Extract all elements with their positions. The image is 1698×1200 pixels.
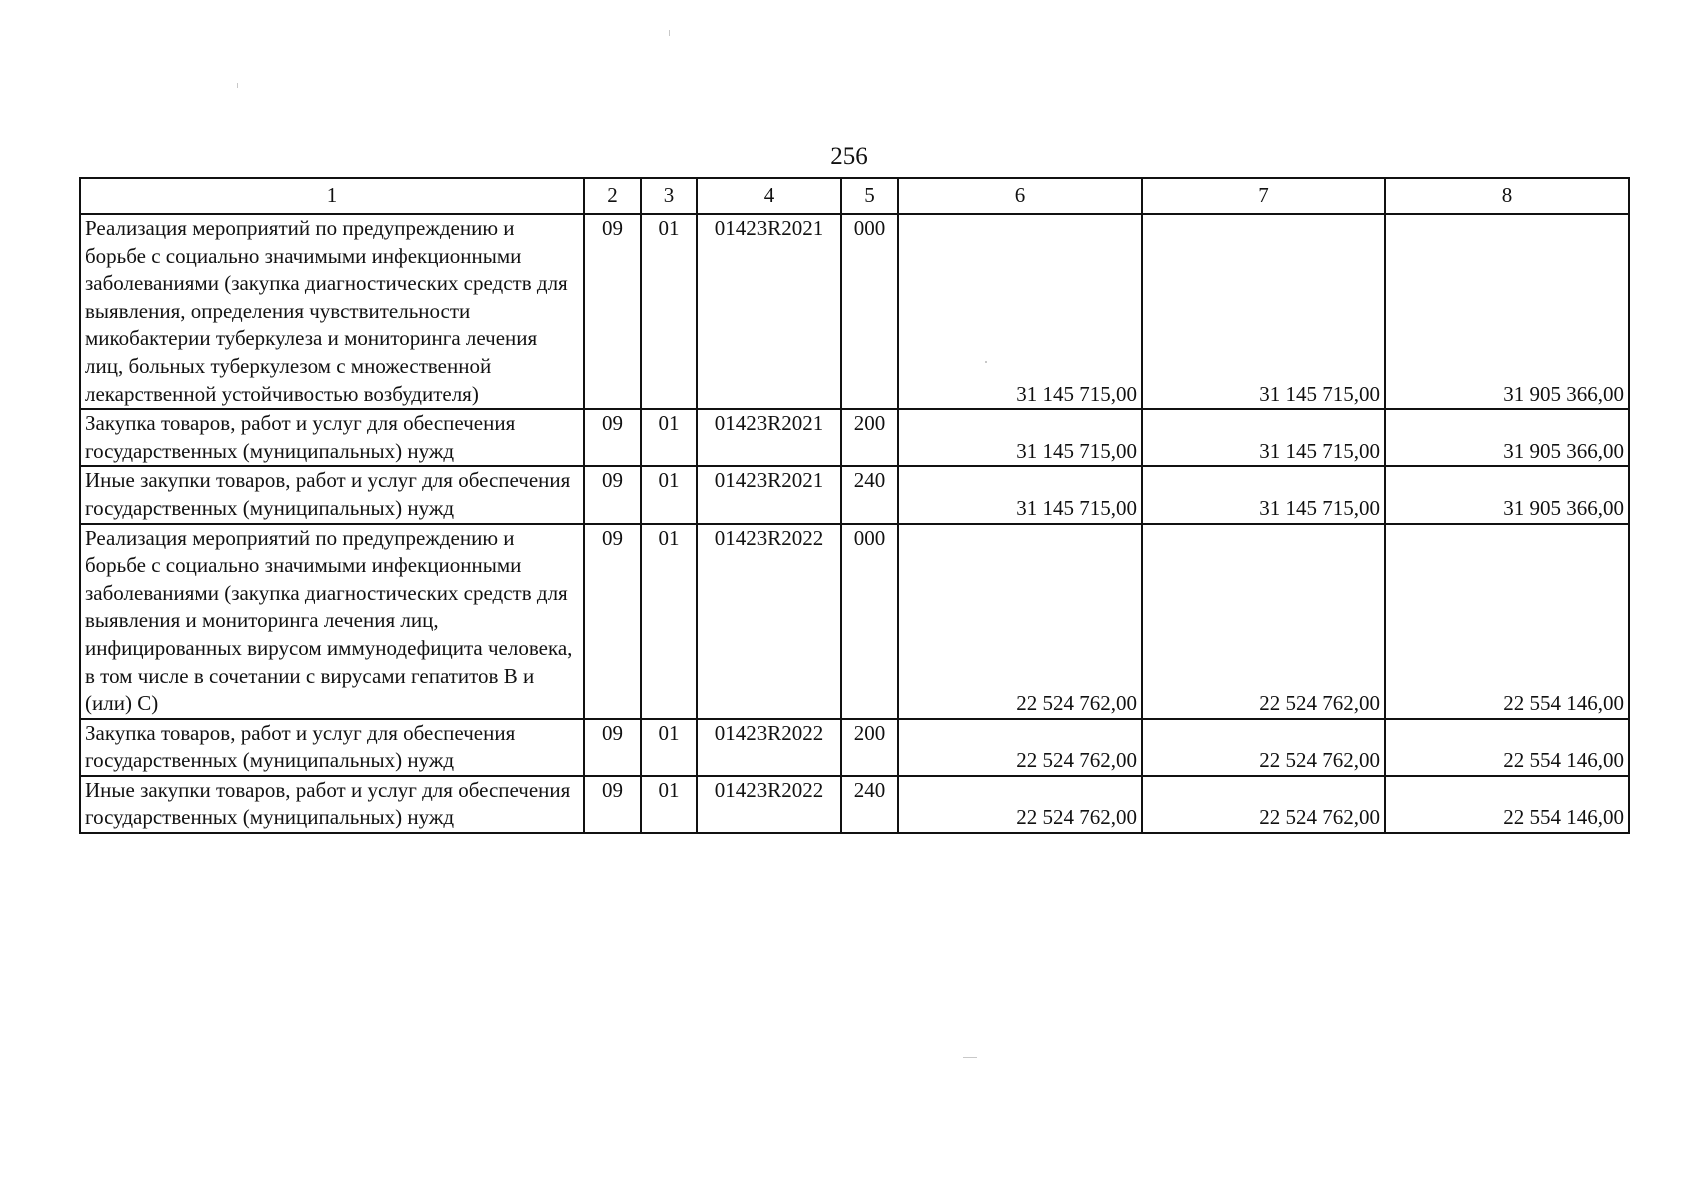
page-number: 256 [830, 143, 868, 170]
header-cell: 4 [697, 178, 841, 214]
row-section-code: 09 [584, 409, 641, 466]
row-description: Реализация мероприятий по предупреждению и борьбе с социально значимыми инфекционными заболеваниями (закупка диагностических средств для выявления, определения чувствительности микобактерии туберкулеза и мониторинга лечения лиц, больных туберкулезом с множественной лекарственной устойчивостью возбудителя) [80, 214, 584, 409]
row-subsection-code: 01 [641, 524, 697, 719]
scan-speck [669, 30, 670, 36]
row-amount-col8: 22 554 146,00 [1385, 719, 1629, 776]
row-description: Иные закупки товаров, работ и услуг для обеспечения государственных (муниципальных) нужд [80, 466, 584, 523]
row-target-article-code: 01423R2022 [697, 776, 841, 833]
header-cell: 7 [1142, 178, 1385, 214]
row-section-code: 09 [584, 466, 641, 523]
row-amount-col6: 22 524 762,00 [898, 524, 1142, 719]
row-description: Иные закупки товаров, работ и услуг для обеспечения государственных (муниципальных) нужд [80, 776, 584, 833]
row-amount-col6: 22 524 762,00 [898, 719, 1142, 776]
header-cell: 8 [1385, 178, 1629, 214]
row-description: Реализация мероприятий по предупреждению и борьбе с социально значимыми инфекционными заболеваниями (закупка диагностических средств для выявления и мониторинга лечения лиц, инфицированных вирусом иммунодефицита человека, в том числе в сочетании с вирусами гепатитов В и (или) С) [80, 524, 584, 719]
row-amount-col7: 31 145 715,00 [1142, 214, 1385, 409]
row-expense-type-code: 240 [841, 466, 898, 523]
row-amount-col7: 31 145 715,00 [1142, 466, 1385, 523]
budget-table [79, 177, 1630, 834]
scan-speck [237, 83, 238, 88]
row-target-article-code: 01423R2022 [697, 524, 841, 719]
row-description: Закупка товаров, работ и услуг для обеспечения государственных (муниципальных) нужд [80, 409, 584, 466]
header-cell: 5 [841, 178, 898, 214]
row-expense-type-code: 000 [841, 524, 898, 719]
row-amount-col6: 31 145 715,00 [898, 466, 1142, 523]
row-amount-col6: 31 145 715,00 [898, 409, 1142, 466]
row-section-code: 09 [584, 776, 641, 833]
row-amount-col8: 22 554 146,00 [1385, 524, 1629, 719]
row-amount-col7: 22 524 762,00 [1142, 776, 1385, 833]
row-subsection-code: 01 [641, 466, 697, 523]
row-subsection-code: 01 [641, 409, 697, 466]
header-cell: 3 [641, 178, 697, 214]
row-amount-col8: 31 905 366,00 [1385, 214, 1629, 409]
row-expense-type-code: 200 [841, 409, 898, 466]
row-subsection-code: 01 [641, 719, 697, 776]
row-section-code: 09 [584, 719, 641, 776]
header-row [80, 178, 1629, 214]
row-amount-col6: 22 524 762,00 [898, 776, 1142, 833]
row-expense-type-code: 200 [841, 719, 898, 776]
table-row [80, 719, 1629, 776]
table-row [80, 409, 1629, 466]
row-amount-col7: 22 524 762,00 [1142, 524, 1385, 719]
header-cell: 2 [584, 178, 641, 214]
scan-speck [963, 1057, 977, 1058]
row-expense-type-code: 240 [841, 776, 898, 833]
row-target-article-code: 01423R2021 [697, 409, 841, 466]
row-subsection-code: 01 [641, 776, 697, 833]
row-description: Закупка товаров, работ и услуг для обеспечения государственных (муниципальных) нужд [80, 719, 584, 776]
header-cell: 6 [898, 178, 1142, 214]
row-amount-col6: 31 145 715,00 [898, 214, 1142, 409]
row-section-code: 09 [584, 214, 641, 409]
row-amount-col8: 31 905 366,00 [1385, 466, 1629, 523]
table-row [80, 776, 1629, 833]
row-target-article-code: 01423R2021 [697, 214, 841, 409]
row-section-code: 09 [584, 524, 641, 719]
row-amount-col8: 31 905 366,00 [1385, 409, 1629, 466]
row-amount-col8: 22 554 146,00 [1385, 776, 1629, 833]
row-expense-type-code: 000 [841, 214, 898, 409]
row-amount-col7: 31 145 715,00 [1142, 409, 1385, 466]
table-row [80, 466, 1629, 523]
table-row [80, 524, 1629, 719]
table-row [80, 214, 1629, 409]
row-subsection-code: 01 [641, 214, 697, 409]
row-amount-col7: 22 524 762,00 [1142, 719, 1385, 776]
row-target-article-code: 01423R2021 [697, 466, 841, 523]
header-cell: 1 [80, 178, 584, 214]
row-target-article-code: 01423R2022 [697, 719, 841, 776]
